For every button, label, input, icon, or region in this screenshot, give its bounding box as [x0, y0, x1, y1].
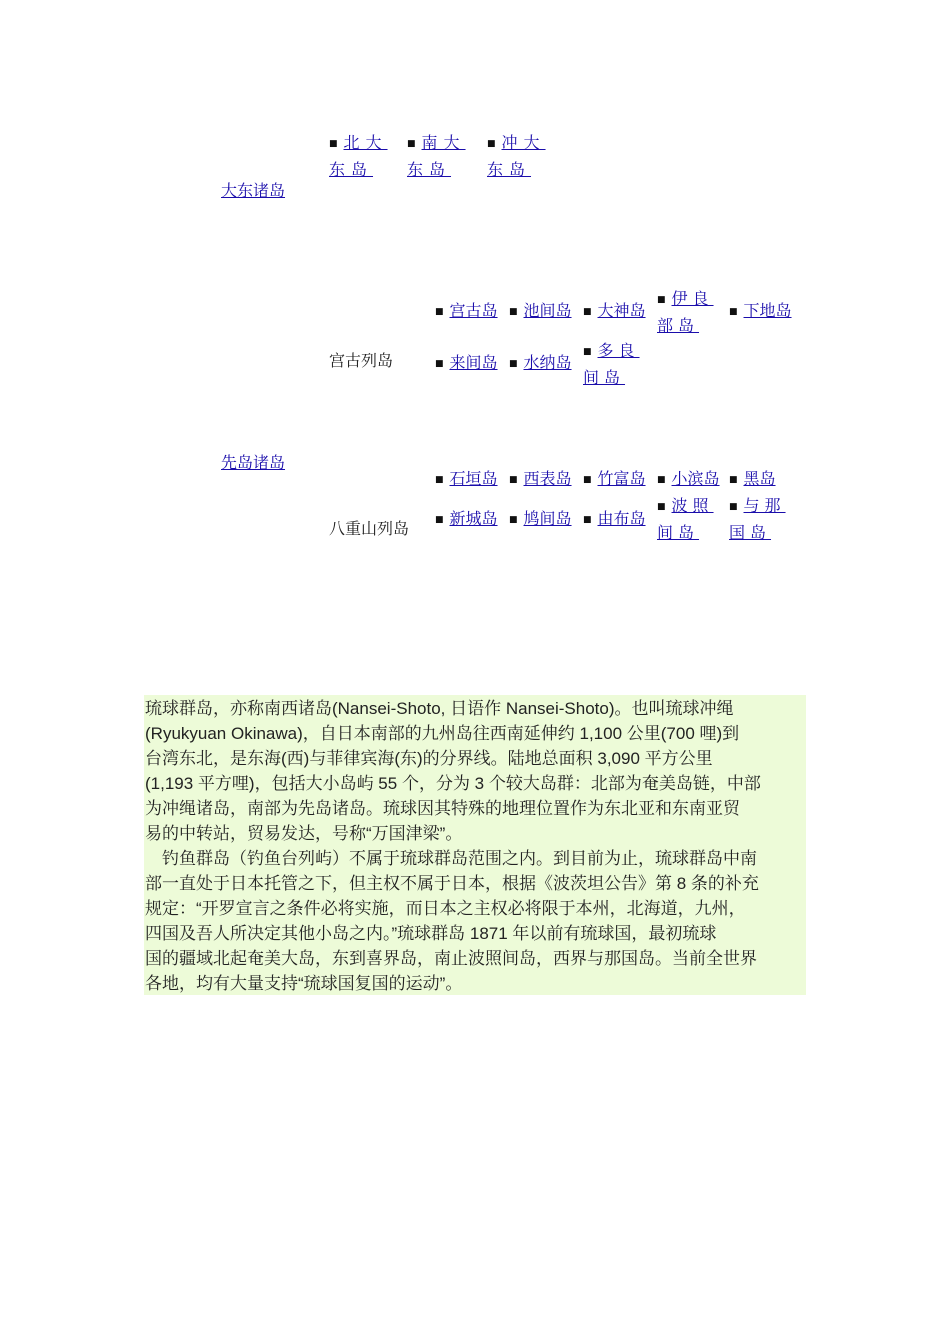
bullet-icon: ■: [509, 475, 518, 485]
list-item-island: [729, 493, 803, 545]
island-link[interactable]: 波照间岛: [657, 496, 714, 542]
island-link[interactable]: 宫古岛: [449, 301, 498, 320]
island-link[interactable]: 来间岛: [449, 353, 498, 372]
bullet-icon: ■: [509, 515, 518, 525]
group-link-daito[interactable]: 大东诸岛: [221, 181, 286, 200]
list-item-island: [657, 493, 731, 545]
island-link[interactable]: 由布岛: [597, 509, 646, 528]
island-link[interactable]: 与那国岛: [729, 496, 786, 542]
list-item-island: [435, 298, 498, 325]
island-link[interactable]: 下地岛: [743, 301, 792, 320]
bullet-icon: ■: [509, 307, 518, 317]
island-link[interactable]: 伊良部岛: [657, 289, 714, 335]
list-item-island: [509, 466, 572, 493]
text-line: (Ryukyuan Okinawa)，自日本南部的九州岛往西南延伸约 1,100 公里(700 哩)到: [145, 724, 740, 743]
list-item-island: [487, 130, 567, 182]
island-link[interactable]: 多良间岛: [583, 341, 640, 387]
text-line: 四国及吾人所决定其他小岛之内。”琉球群岛 1871 年以前有琉球国，最初琉球: [145, 924, 717, 943]
bullet-icon: ■: [407, 139, 416, 149]
island-link[interactable]: 水纳岛: [523, 353, 572, 372]
text-line: 各地，均有大量支持“琉球国复国的运动”。: [145, 974, 463, 993]
island-link[interactable]: 黑岛: [743, 469, 776, 488]
text-line: 规定：“开罗宣言之条件必将实施，而日本之主权必将限于本州，北海道，九州，: [145, 899, 746, 918]
text-line: 台湾东北，是东海(西)与菲律宾海(东)的分界线。陆地总面积 3,090 平方公里: [145, 749, 713, 768]
text-line: 易的中转站，贸易发达，号称“万国津梁”。: [145, 824, 463, 843]
list-item-island: [583, 298, 646, 325]
text-line: 国的疆域北起奄美大岛，东到喜界岛，南止波照间岛，西界与那国岛。当前全世界: [145, 949, 757, 968]
island-link[interactable]: 新城岛: [449, 509, 498, 528]
text-line: 为冲绳诸岛，南部为先岛诸岛。琉球因其特殊的地理位置作为东北亚和东南亚贸: [145, 799, 740, 818]
island-link[interactable]: 北大东岛: [329, 133, 388, 179]
bullet-icon: ■: [435, 475, 444, 485]
list-item-island: [435, 506, 498, 533]
island-link[interactable]: 石垣岛: [449, 469, 498, 488]
list-item-island: [657, 286, 731, 338]
island-link[interactable]: 大神岛: [597, 301, 646, 320]
list-item-island: [657, 466, 720, 493]
list-item-island: [583, 338, 657, 390]
bullet-icon: ■: [729, 307, 738, 317]
bullet-icon: ■: [509, 359, 518, 369]
text-line: 钓鱼群岛（钓鱼台列屿）不属于琉球群岛范围之内。到目前为止，琉球群岛中南: [145, 849, 757, 868]
list-item-island: [509, 350, 572, 377]
text-line: (1,193 平方哩)，包括大小岛屿 55 个，分为 3 个较大岛群：北部为奄美岛链，中部: [145, 774, 761, 793]
island-link[interactable]: 鸠间岛: [523, 509, 572, 528]
list-item-island: [729, 298, 792, 325]
list-item-island: [407, 130, 487, 182]
text-line: 部一直处于日本托管之下，但主权不属于日本，根据《波茨坦公告》第 8 条的补充: [145, 874, 759, 893]
bullet-icon: ■: [583, 515, 592, 525]
bullet-icon: ■: [657, 475, 666, 485]
text-line: 琉球群岛，亦称南西诸岛(Nansei-Shoto, 日语作 Nansei-Shoto)。也叫琉球冲绳: [145, 699, 734, 718]
island-link[interactable]: 西表岛: [523, 469, 572, 488]
bullet-icon: ■: [729, 475, 738, 485]
bullet-icon: ■: [583, 347, 592, 357]
list-item-island: [329, 130, 409, 182]
bullet-icon: ■: [435, 515, 444, 525]
list-item-island: [435, 466, 498, 493]
island-link[interactable]: 池间岛: [523, 301, 572, 320]
bullet-icon: ■: [583, 307, 592, 317]
island-link[interactable]: 小滨岛: [671, 469, 720, 488]
list-item-island: [509, 298, 572, 325]
article-paragraph-1: [145, 696, 807, 846]
island-link[interactable]: 冲大东岛: [487, 133, 546, 179]
bullet-icon: ■: [329, 139, 338, 149]
subgroup-label-miyako: 宫古列岛: [329, 351, 394, 370]
list-item-island: [729, 466, 776, 493]
island-link[interactable]: 竹富岛: [597, 469, 646, 488]
group-link-sakishima[interactable]: 先岛诸岛: [221, 453, 286, 472]
bullet-icon: ■: [583, 475, 592, 485]
list-item-island: [583, 466, 646, 493]
bullet-icon: ■: [657, 295, 666, 305]
list-item-island: [509, 506, 572, 533]
bullet-icon: ■: [487, 139, 496, 149]
article-paragraph-2: [145, 846, 807, 996]
bullet-icon: ■: [435, 307, 444, 317]
list-item-island: [583, 506, 646, 533]
bullet-icon: ■: [729, 502, 738, 512]
list-item-island: [435, 350, 498, 377]
bullet-icon: ■: [435, 359, 444, 369]
subgroup-label-yaeyama: 八重山列岛: [329, 519, 410, 538]
bullet-icon: ■: [657, 502, 666, 512]
island-link[interactable]: 南大东岛: [407, 133, 466, 179]
